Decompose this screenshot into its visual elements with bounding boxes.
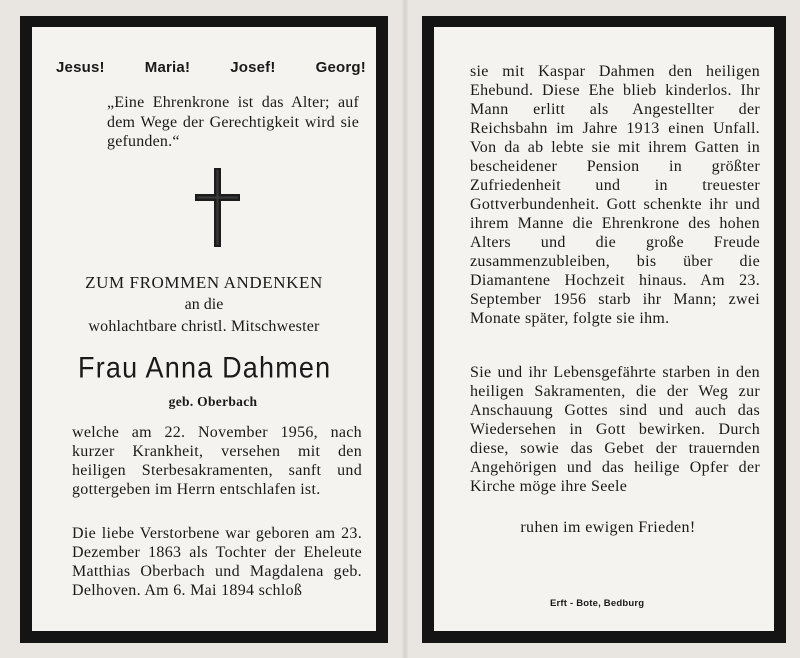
invocation-jesus: Jesus! xyxy=(56,59,105,76)
death-notice-paragraph: welche am 22. November 1956, nach kurzer Krankheit, versehen mit den heiligen Sterbesakramenten, sanft und gottergeben im Herrn entschlafen ist. xyxy=(72,424,362,498)
right-memorial-card xyxy=(422,16,786,643)
motto-quote: „Eine Ehrenkrone ist das Alter; auf dem Wege der Gerechtigkeit wird sie gefunden.“ xyxy=(107,94,359,150)
right-card-paper xyxy=(434,27,774,631)
prayer-paragraph: Sie und ihr Lebensgefährte starben in den heiligen Sakramenten, die der Weg zur Anschauung Gottes sind und auch das Wiedersehen in Gott bewirken. Durch diese, sowie das Gebet der trauernden Angehörigen und das heilige Opfer der Kirche möge ihre Seele xyxy=(470,364,760,495)
fold-crease xyxy=(402,0,408,658)
cross-icon xyxy=(195,168,240,247)
printer-imprint: Erft - Bote, Bedburg xyxy=(550,598,645,609)
biography-paragraph-start: Die liebe Verstorbene war geboren am 23. Dezember 1863 als Tochter der Eheleute Matthias Oberbach und Magdalena geb. Delhoven. Am 6. Mai 1894 schloß xyxy=(72,525,362,599)
invocation-maria: Maria! xyxy=(144,59,191,76)
invocation-georg: Georg! xyxy=(315,59,366,76)
deceased-name: Frau Anna Dahmen xyxy=(78,351,332,384)
memorial-heading-block xyxy=(32,272,376,338)
maiden-name: geb. Oberbach xyxy=(168,394,258,409)
memorial-line-an-die: an die xyxy=(184,296,224,313)
left-card-paper xyxy=(32,27,376,631)
memorial-heading: ZUM FROMMEN ANDENKEN xyxy=(85,273,323,292)
invocation-line xyxy=(32,59,376,76)
closing-line: ruhen im ewigen Frieden! xyxy=(520,519,696,536)
invocation-josef: Josef! xyxy=(230,59,276,76)
memorial-line-mitschwester: wohlachtbare christl. Mitschwester xyxy=(88,318,320,335)
left-memorial-card xyxy=(20,16,388,643)
biography-paragraph-continued: sie mit Kaspar Dahmen den heiligen Ehebund. Diese Ehe blieb kinderlos. Ihr Mann erlitt als Angestellter der Reichsbahn im Jahre 1913 einen Unfall. Von da ab lebte sie mit ihrem Gatten in bescheidener Pension in größter Zufriedenheit und in treuester Gottverbundenheit. Gott schenkte ihr und ihrem Manne die Ehrenkrone des hohen Alters und die große Freude zusammenzubleiben, bis über die Diamantene Hochzeit hinaus. Am 23. September 1956 starb ihr Mann; zwei Monate später, folgte sie ihm. xyxy=(470,63,760,327)
